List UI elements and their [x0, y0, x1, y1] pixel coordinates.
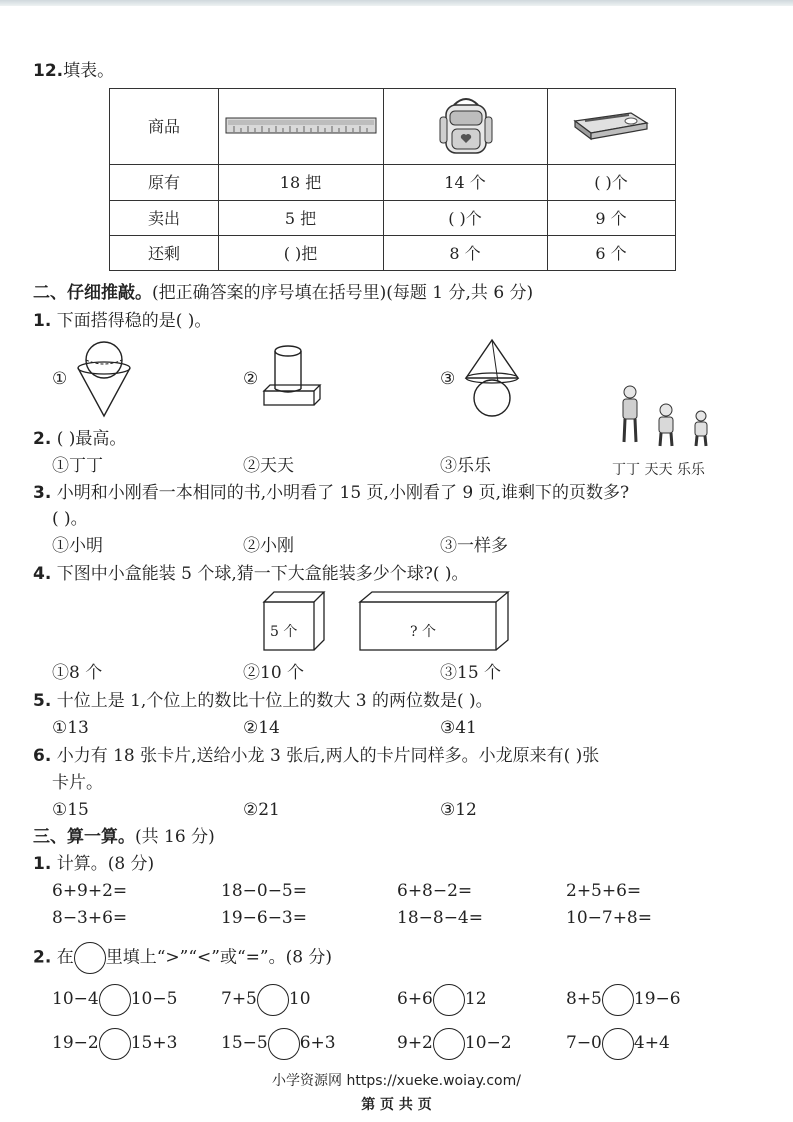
cell-left-ruler[interactable]: ( )把: [283, 244, 318, 263]
cell-left-backpack: 8 个: [449, 244, 481, 263]
goods-table: [109, 88, 676, 271]
s2-q6: [33, 745, 599, 767]
compare-right: 15+3: [130, 1033, 178, 1053]
s2-q5-option-2[interactable]: ②14: [243, 718, 280, 738]
cell-sold-ruler: 5 把: [284, 209, 317, 228]
compare-circle[interactable]: [602, 984, 634, 1016]
compare-left: 15−5: [221, 1033, 268, 1053]
sphere-on-cone-figure: [74, 340, 134, 420]
compare-right: 19−6: [633, 989, 681, 1009]
s2-q4-option-2[interactable]: ②10 个: [243, 663, 305, 683]
cone-on-sphere-figure: [462, 338, 522, 420]
compare-circle[interactable]: [99, 984, 131, 1016]
compare-circle[interactable]: [433, 984, 465, 1016]
s3-q1: [33, 853, 154, 875]
compare-left: 19−2: [52, 1033, 99, 1053]
footer-site-link[interactable]: 小学资源网 https://xueke.woiay.com/: [272, 1073, 521, 1089]
compare-left: 6+6: [397, 989, 433, 1009]
s2-q1-option-3[interactable]: ③: [440, 369, 456, 389]
calc-item[interactable]: 18−8−4=: [397, 908, 483, 928]
s2-q5-option-3[interactable]: ③41: [440, 718, 477, 738]
section-2-title: 二、仔细推敲。: [33, 283, 152, 303]
cell-sold-backpack[interactable]: ( )个: [448, 209, 482, 228]
pencil-case-image: [571, 107, 651, 141]
section-2-note: (把正确答案的序号填在括号里)(每题 1 分,共 6 分): [152, 283, 534, 303]
s2-q5-number: 5.: [33, 691, 52, 711]
cell-sold-pencilcase: 9 个: [595, 209, 627, 228]
compare-left: 7−0: [566, 1033, 602, 1053]
row-label-sold: 卖出: [147, 209, 180, 228]
compare-item: [221, 982, 311, 1016]
s2-q6-number: 6.: [33, 746, 52, 766]
footer-page-number: 第 页 共 页: [361, 1097, 432, 1113]
section-3-heading: [33, 826, 215, 848]
q12-number: 12.: [33, 61, 64, 81]
three-children-figure: [613, 384, 723, 462]
children-names-caption: 丁丁 天天 乐乐: [612, 462, 705, 478]
calc-item[interactable]: 2+5+6=: [566, 881, 642, 901]
small-box-label: 5 个: [270, 624, 298, 640]
s2-q5: [33, 690, 493, 712]
section-2-heading: [33, 282, 533, 304]
compare-right: 10: [288, 989, 311, 1009]
s2-q1-option-2[interactable]: ②: [243, 369, 259, 389]
compare-item: [566, 1026, 670, 1060]
compare-item: [397, 982, 487, 1016]
q12-title: [33, 60, 114, 82]
s3-q2-pre: 在: [56, 947, 74, 968]
compare-circle-icon: [74, 942, 106, 974]
calc-item[interactable]: 19−6−3=: [221, 908, 307, 928]
compare-item: [566, 982, 681, 1016]
s2-q2-option-3[interactable]: ③乐乐: [440, 456, 491, 476]
calc-item[interactable]: 18−0−5=: [221, 881, 307, 901]
compare-right: 10−5: [130, 989, 178, 1009]
s2-q2-number: 2.: [33, 429, 52, 449]
cell-left-pencilcase: 6 个: [595, 244, 627, 263]
section-3-note: (共 16 分): [135, 827, 215, 847]
s2-q3-option-1[interactable]: ①小明: [52, 536, 103, 556]
row-label-original: 原有: [147, 173, 180, 192]
page-top-strip: [0, 0, 793, 6]
calc-item[interactable]: 10−7+8=: [566, 908, 652, 928]
s3-q2: [33, 942, 332, 974]
s2-q6-option-1[interactable]: ①15: [52, 800, 89, 820]
s2-q6-text-line2: 卡片。: [52, 773, 103, 793]
compare-right: 4+4: [633, 1033, 670, 1053]
s2-q4: [33, 563, 469, 585]
backpack-image: [438, 95, 494, 157]
cylinder-on-block-figure: [262, 345, 322, 411]
compare-right: 6+3: [299, 1033, 336, 1053]
cell-original-ruler: 18 把: [279, 173, 322, 192]
s2-q2-text: ( )最高。: [56, 429, 127, 449]
compare-left: 10−4: [52, 989, 99, 1009]
s2-q5-text: 十位上是 1,个位上的数比十位上的数大 3 的两位数是( )。: [56, 691, 493, 711]
s2-q1-option-1[interactable]: ①: [52, 369, 68, 389]
compare-circle[interactable]: [602, 1028, 634, 1060]
s2-q3-text: 小明和小刚看一本相同的书,小明看了 15 页,小刚看了 9 页,谁剩下的页数多?: [56, 483, 630, 503]
compare-right: 10−2: [464, 1033, 512, 1053]
s3-q2-post: 里填上“>”“<”或“=”。(8 分): [105, 947, 333, 968]
s2-q3-option-3[interactable]: ③一样多: [440, 536, 508, 556]
s2-q2-option-1[interactable]: ①丁丁: [52, 456, 103, 476]
s3-q1-number: 1.: [33, 854, 52, 874]
s2-q1-text: 下面搭得稳的是( )。: [56, 311, 212, 331]
s2-q4-option-1[interactable]: ①8 个: [52, 663, 103, 683]
calc-item[interactable]: 8−3+6=: [52, 908, 128, 928]
section-3-title: 三、算一算。: [33, 827, 135, 847]
s2-q2: [33, 428, 126, 450]
ruler-image: [226, 117, 376, 135]
s2-q3-option-2[interactable]: ②小刚: [243, 536, 294, 556]
compare-right: 12: [464, 989, 487, 1009]
s2-q6-option-3[interactable]: ③12: [440, 800, 477, 820]
compare-item: [52, 1026, 177, 1060]
calc-item[interactable]: 6+9+2=: [52, 881, 128, 901]
s2-q3-text-line2: ( )。: [52, 509, 88, 529]
compare-item: [221, 1026, 336, 1060]
cell-original-backpack: 14 个: [444, 173, 486, 192]
compare-circle[interactable]: [257, 984, 289, 1016]
big-box-label: ? 个: [410, 624, 436, 640]
compare-left: 8+5: [566, 989, 602, 1009]
compare-left: 9+2: [397, 1033, 433, 1053]
s2-q4-number: 4.: [33, 564, 52, 584]
compare-circle[interactable]: [99, 1028, 131, 1060]
compare-circle[interactable]: [433, 1028, 465, 1060]
s2-q1-number: 1.: [33, 311, 52, 331]
s2-q6-text: 小力有 18 张卡片,送给小龙 3 张后,两人的卡片同样多。小龙原来有( )张: [56, 746, 600, 766]
s3-q2-number: 2.: [33, 947, 52, 968]
compare-circle[interactable]: [268, 1028, 300, 1060]
calc-item[interactable]: 6+8−2=: [397, 881, 473, 901]
s3-q1-text: 计算。(8 分): [56, 854, 155, 874]
s2-q4-option-3[interactable]: ③15 个: [440, 663, 502, 683]
q12-title-text: 填表。: [63, 61, 115, 81]
s2-q5-option-1[interactable]: ①13: [52, 718, 89, 738]
cell-original-pencilcase[interactable]: ( )个: [594, 173, 628, 192]
s2-q3: [33, 482, 629, 504]
s2-q1: [33, 310, 211, 332]
s2-q2-option-2[interactable]: ②天天: [243, 456, 294, 476]
table-header-goods: 商品: [147, 117, 180, 136]
row-label-left: 还剩: [147, 244, 180, 263]
compare-item: [52, 982, 177, 1016]
s2-q4-text: 下图中小盒能装 5 个球,猜一下大盒能装多少个球?( )。: [56, 564, 469, 584]
s2-q3-number: 3.: [33, 483, 52, 503]
s2-q6-option-2[interactable]: ②21: [243, 800, 280, 820]
compare-left: 7+5: [221, 989, 257, 1009]
compare-item: [397, 1026, 512, 1060]
